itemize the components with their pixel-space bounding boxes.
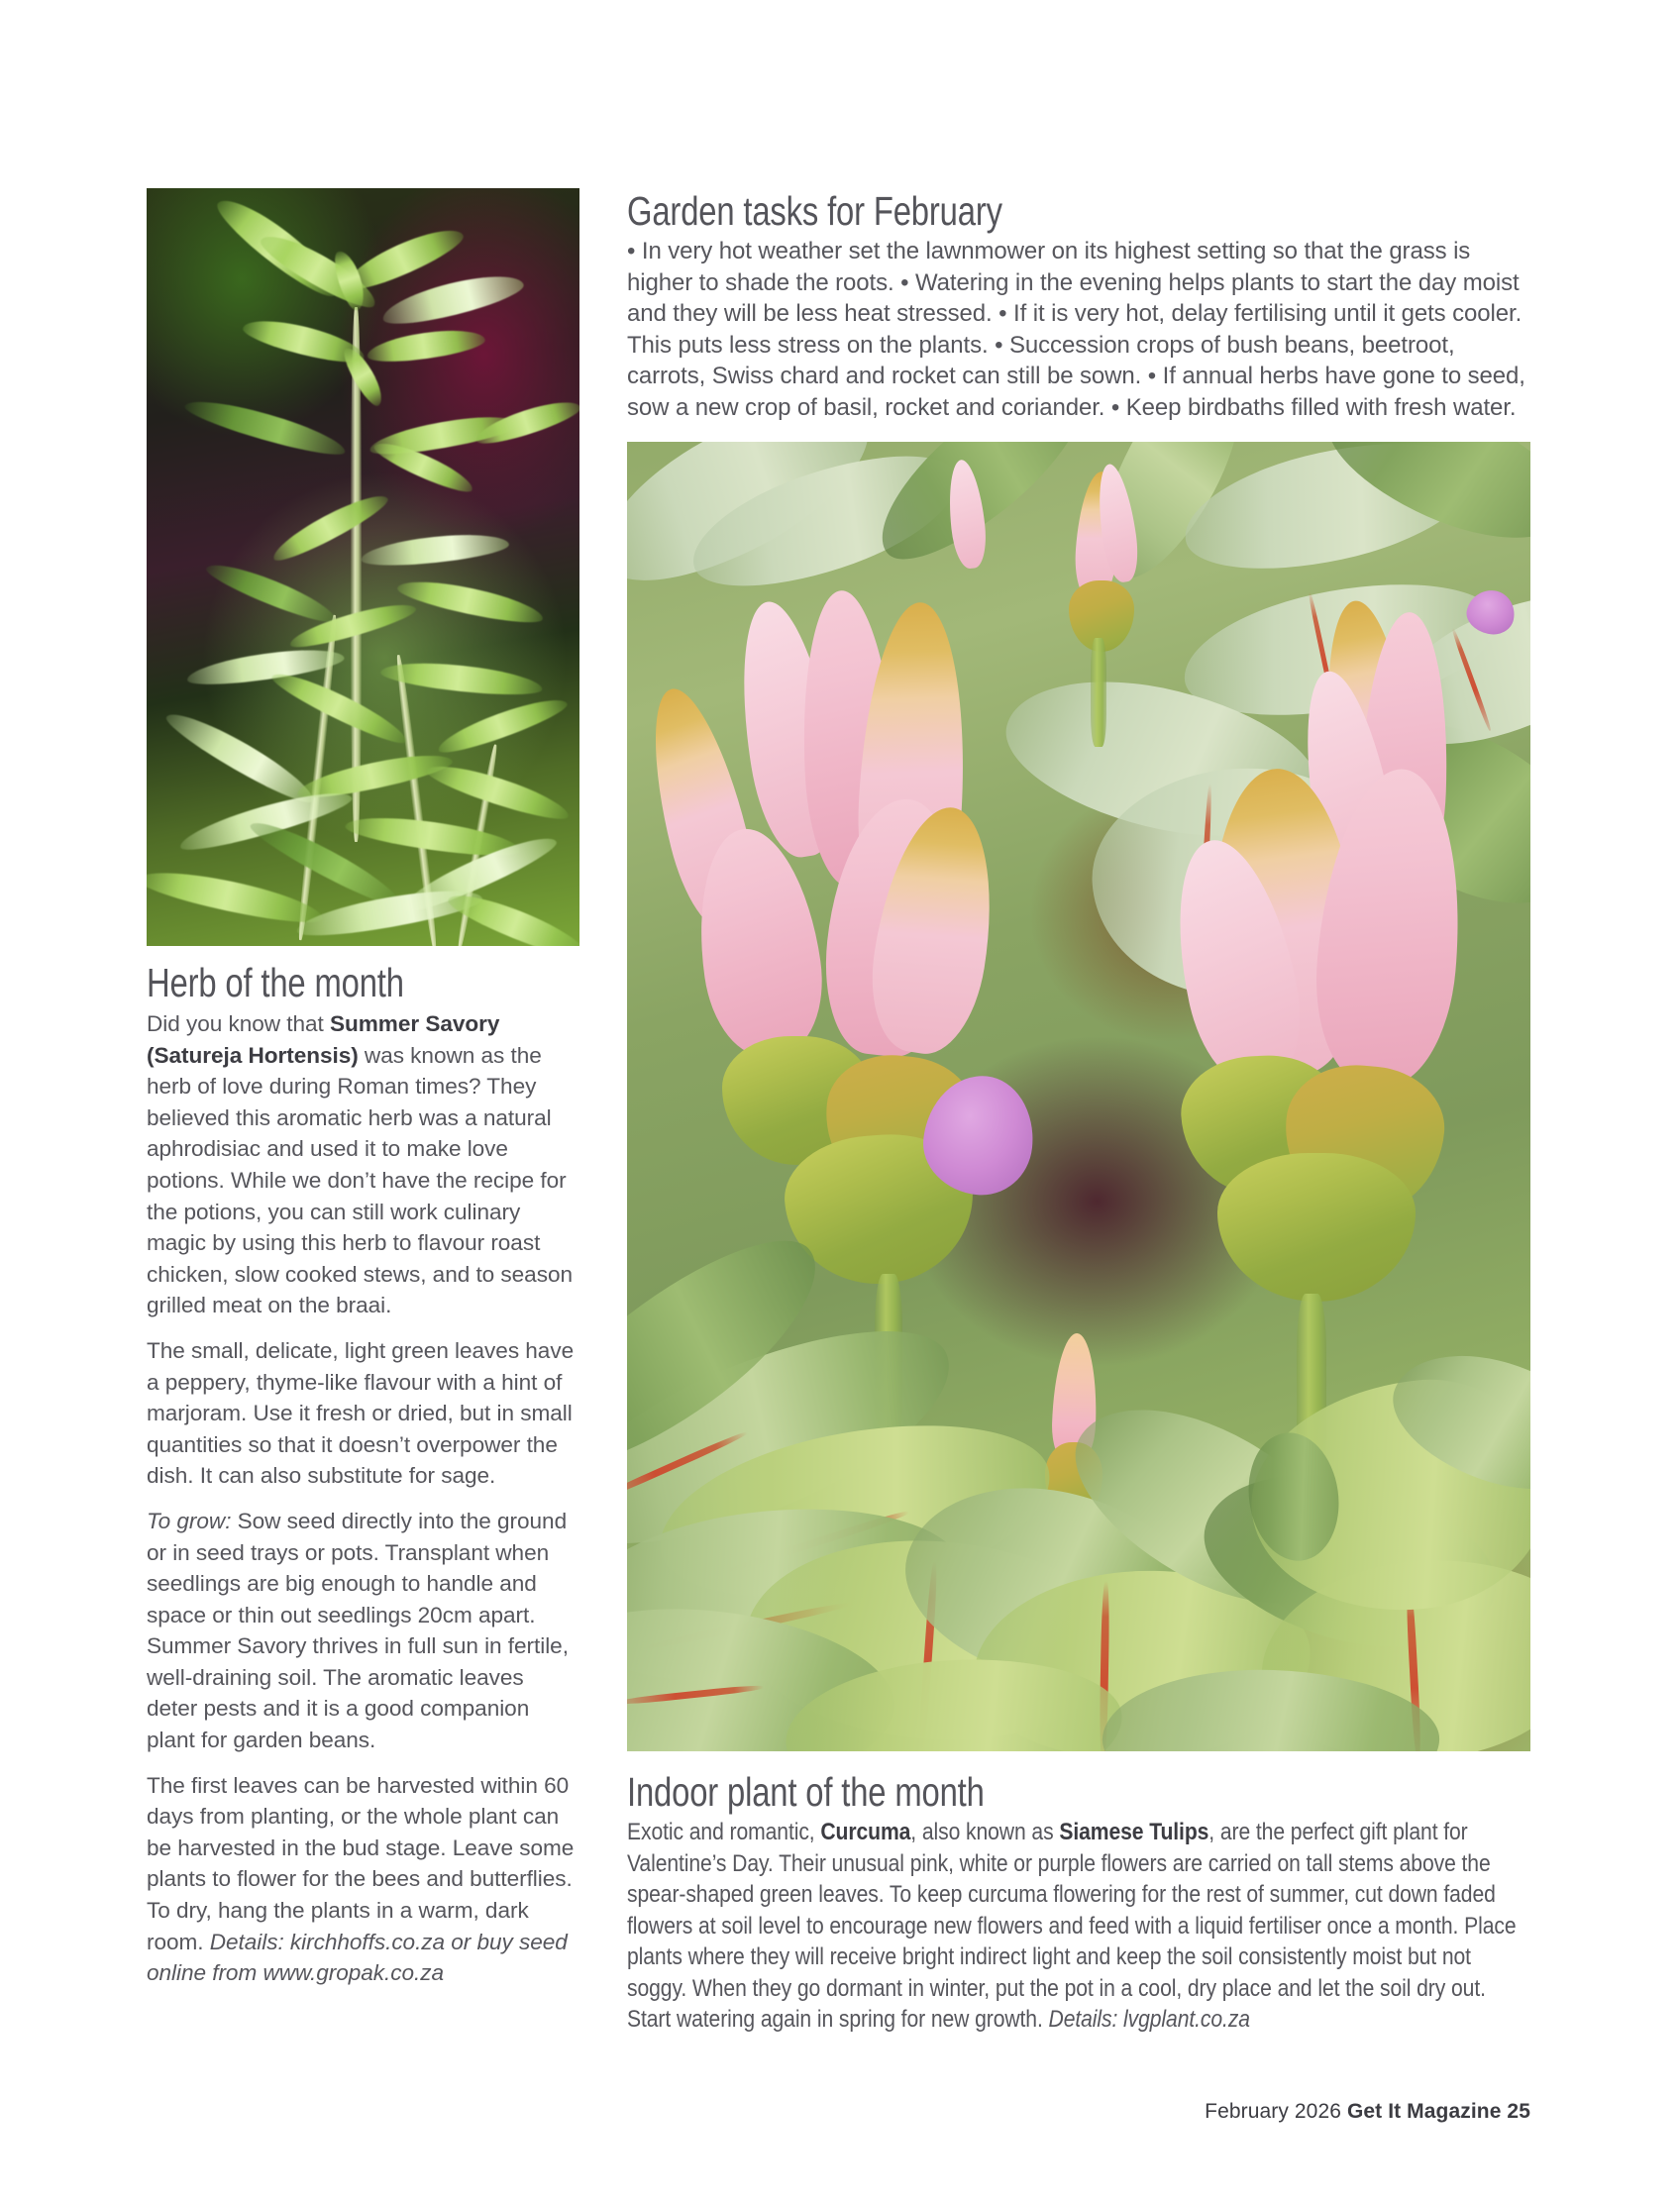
text-run: , are the perfect gift plant for Valentine’s Day. Their unusual pink, white or purple flowers are carried on tall stems above the spear-shaped green leaves. To keep curcuma flowering for the rest of summer, cut down faded flowers at soil level to encourage new flowers and feed with a liquid fertiliser once a month. Place plants where they will receive bright indirect light and keep the soil consistently moist but not soggy. When they go dormant in winter, put the pot in a cool, dry place and let the soil dry out. Start watering again in spring for new growth. <box>627 1819 1517 2033</box>
plant-common-name-bold: Siamese Tulips <box>1059 1819 1209 1845</box>
paragraph <box>147 1008 579 1321</box>
left-column <box>147 188 579 1989</box>
text-run: Sow seed directly into the ground or in seed trays or pots. Transplant when seedlings are big enough to handle and space or thin out seedlings 20cm apart. Summer Savory thrives in full sun in fertile, well-draining soil. The aromatic leaves deter pests and it is a good companion plant for garden beans. <box>147 1508 569 1753</box>
garden-tasks-body <box>627 236 1530 423</box>
curcuma-siamese-tulips-photo <box>627 442 1530 1751</box>
herb-of-the-month-body <box>147 1008 579 1989</box>
footer-date: February 2026 <box>1205 2100 1347 2123</box>
paragraph: The small, delicate, light green leaves have a peppery, thyme-like flavour with a hint of marjoram. Use it fresh or dried, but in small quantities so that it doesn’t overpower the dish. It can also substitute for sage. <box>147 1337 575 1489</box>
footer-magazine-title: Get It Magazine 25 <box>1346 2100 1530 2123</box>
right-column <box>627 188 1530 2036</box>
page-footer <box>627 2100 1530 2124</box>
text-run: The first leaves can be harvested within 60 days from planting, or the whole plant can be harvested in the bud stage. Leave some plants to flower for the bees and butterflies. To dry, hang the plants in a warm, dark room. <box>147 1772 575 1954</box>
indoor-plant-body <box>627 1817 1530 2036</box>
text-run: was known as the herb of love during Roman times? They believed this aromatic herb was a natural aphrodisiac and used it to make love potions. While we don’t have the recipe for the potions, you can still work culinary magic by using this herb to flavour roast chicken, slow cooked stews, and to season grilled meat on the braai. <box>147 1042 573 1318</box>
text-run: Exotic and romantic, <box>627 1819 821 1845</box>
to-grow-label: To grow: <box>147 1508 232 1533</box>
indoor-plant-details-link: Details: lvgplant.co.za <box>1048 2006 1250 2033</box>
garden-tasks-heading: Garden tasks for February <box>627 188 1002 234</box>
paragraph <box>627 1817 1530 2036</box>
herb-of-the-month-heading: Herb of the month <box>147 960 404 1005</box>
paragraph <box>147 1770 579 1989</box>
text-run: Did you know that <box>147 1011 330 1036</box>
text-run: , also known as <box>910 1819 1060 1845</box>
herb-details-link: Details: kirchhoffs.co.za or buy seed online from www.gropak.co.za <box>147 1929 568 1986</box>
plant-name-bold: Curcuma <box>820 1819 911 1845</box>
curcuma-stem <box>1091 638 1106 747</box>
herb-name-bold: Summer Savory (Satureja Hortensis) <box>147 1011 500 1068</box>
paragraph <box>147 1506 579 1756</box>
paragraph: • In very hot weather set the lawnmower on its highest setting so that the grass is higher to shade the roots. • Watering in the evening helps plants to start the day moist and they will be less heat stressed. • If it is very hot, delay fertilising until it gets cooler. This puts less stress on the plants. • Succession crops of bush beans, beetroot, carrots, Swiss chard and rocket can still be sown. • If annual herbs have gone to seed, sow a new crop of basil, rocket and coriander. • Keep birdbaths filled with fresh water. <box>627 238 1525 421</box>
indoor-plant-of-the-month-heading: Indoor plant of the month <box>627 1769 985 1815</box>
summer-savory-herb-photo <box>147 188 579 946</box>
